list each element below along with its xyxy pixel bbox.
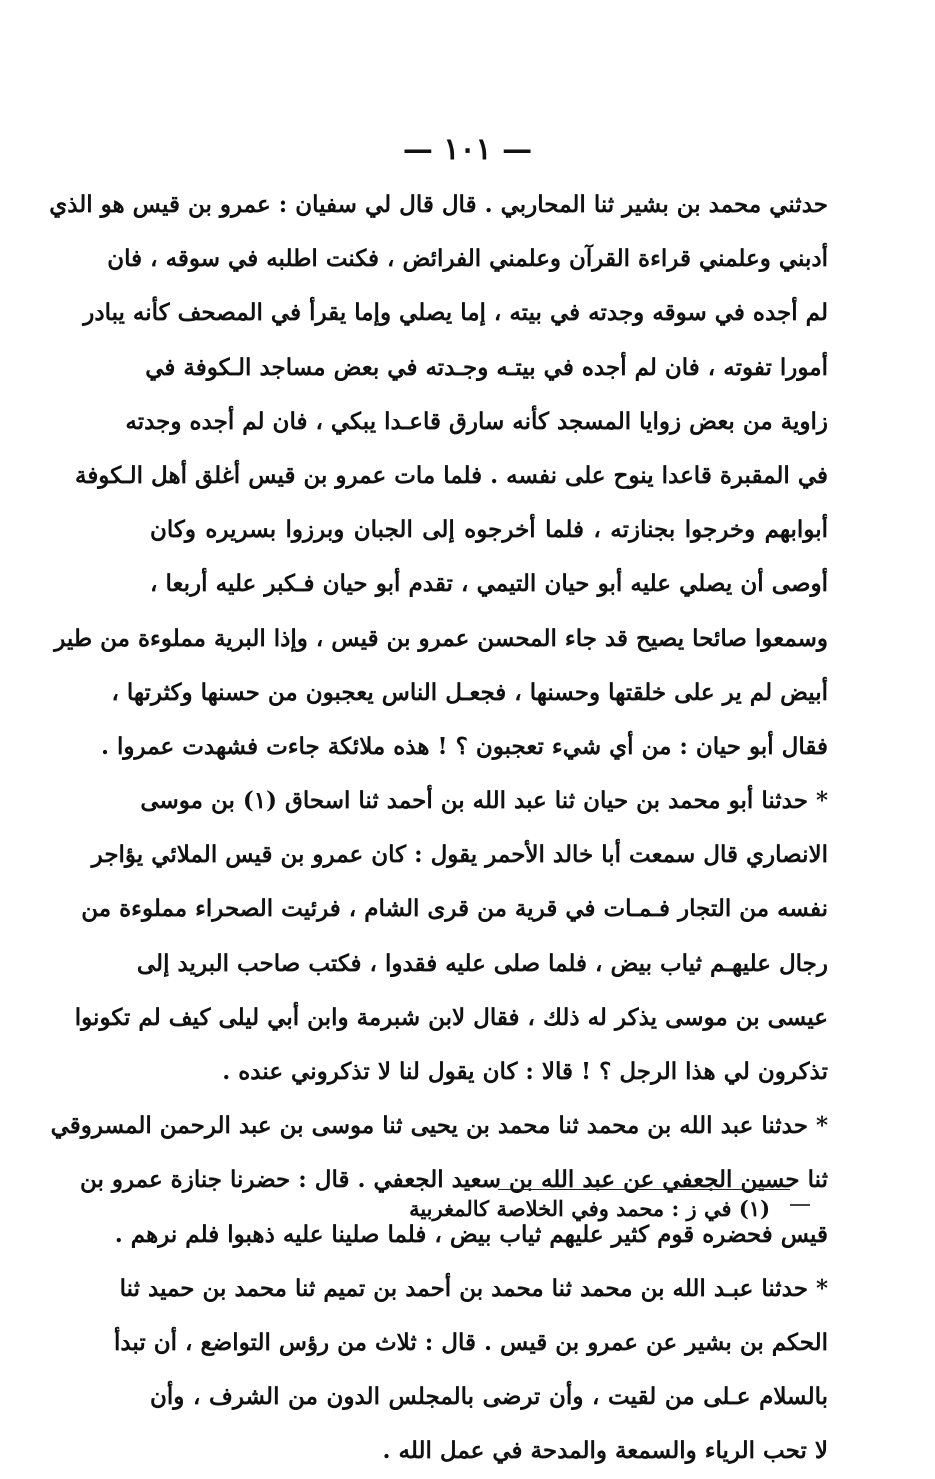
text-line: لا تحب الرياء والسمعة والمدحة في عمل الله . [382, 1437, 828, 1465]
footnote-dash [790, 1204, 810, 1206]
text-line: ثنا حسين الجعفي عن عبد الله بن سعيد الجعفي . قال : حضرنا جنازة عمرو بن [79, 1166, 828, 1194]
text-line: وسمعوا صائحا يصيح قد جاء المحسن عمرو بن قيس ، وإذا البرية مملوءة من طير [54, 624, 828, 652]
body-text [49, 178, 828, 1479]
text-line: * حدثنا عبد الله بن محمد ثنا محمد بن يحيى ثنا موسى بن عبد الرحمن المسروقي [50, 1112, 828, 1140]
text-line: أوصى أن يصلي عليه أبو حيان التيمي ، تقدم أبو حيان فـكبر عليه أربعا ، [150, 570, 828, 598]
text-line: تذكرون لي هذا الرجل ؟ ! قالا : كان يقول لنا لا تذكروني عنده . [222, 1058, 828, 1085]
text-line: بالسلام عـلى من لقيت ، وأن ترضى بالمجلس الدون من الشرف ، وأن [150, 1383, 828, 1411]
text-line: فقال أبو حيان : من أي شيء تعجبون ؟ ! هذه ملائكة جاءت فشهدت عمروا . [101, 732, 828, 760]
text-line: نفسه من التجار فـمـات في قرية من قرى الشام ، فرئيت الصحراء مملوءة من [81, 895, 828, 923]
text-line: * حدثنا عبـد الله بن محمد ثنا محمد بن أحمد بن تميم ثنا محمد بن حميد ثنا [119, 1274, 828, 1302]
text-line: رجال عليهـم ثياب بيض ، فلما صلى عليه فقدوا ، فكتب صاحب البريد إلى [136, 949, 828, 977]
text-line: أبوابهم وخرجوا بجنازته ، فلما أخرجوه إلى الجبان وبرزوا بسريره وكان [150, 516, 828, 544]
text-line: حدثني محمد بن بشير ثنا المحاربي . قال قال لي سفيان : عمرو بن قيس هو الذي [49, 191, 828, 218]
text-line: الحكم بن بشير عن عمرو بن قيس . قال : ثلاث من رؤس التواضع ، أن تبدأ [113, 1328, 828, 1356]
text-line: قيس فحضره قوم كثير عليهم ثياب بيض ، فلما صلينا عليه ذهبوا فلم نرهم . [114, 1220, 828, 1248]
text-line: أمورا تفوته ، فان لم أجده في بيتـه وجـدته في بعض مساجد الـكوفة في [145, 353, 828, 381]
page-number: — ١٠١ — [402, 132, 533, 167]
text-line: لم أجده في سوقه وجدته في بيته ، إما يصلي وإما يقرأ في المصحف كأنه يبادر [83, 299, 828, 327]
text-line: الانصاري قال سمعت أبا خالد الأحمر يقول : كان عمرو بن قيس الملائي يؤاجر [91, 841, 828, 869]
footnote: (١) في ز : محمد وفي الخلاصة كالمغربية [409, 1196, 770, 1221]
text-line: * حدثنا أبو محمد بن حيان ثنا عبد الله بن أحمد ثنا اسحاق (١) بن موسى [140, 787, 828, 815]
footnote-divider [498, 1189, 790, 1190]
text-line: في المقبرة قاعدا ينوح على نفسه . فلما مات عمرو بن قيس أغلق أهل الـكوفة [74, 461, 828, 489]
text-line: عيسى بن موسى يذكر له ذلك ، فقال لابن شبرمة وابن أبي ليلى كيف لم تكونوا [74, 1003, 828, 1031]
text-line: أبيض لم ير على خلقتها وحسنها ، فجعـل الناس يعجبون من حسنها وكثرتها ، [111, 678, 828, 706]
text-line: أدبني وعلمني قراءة القرآن وعلمني الفرائض ، فكنت اطلبه في سوقه ، فان [107, 245, 828, 273]
text-line: زاوية من بعض زوايا المسجد كأنه سارق قاعـدا يبكي ، فان لم أجده وجدته [125, 407, 828, 435]
